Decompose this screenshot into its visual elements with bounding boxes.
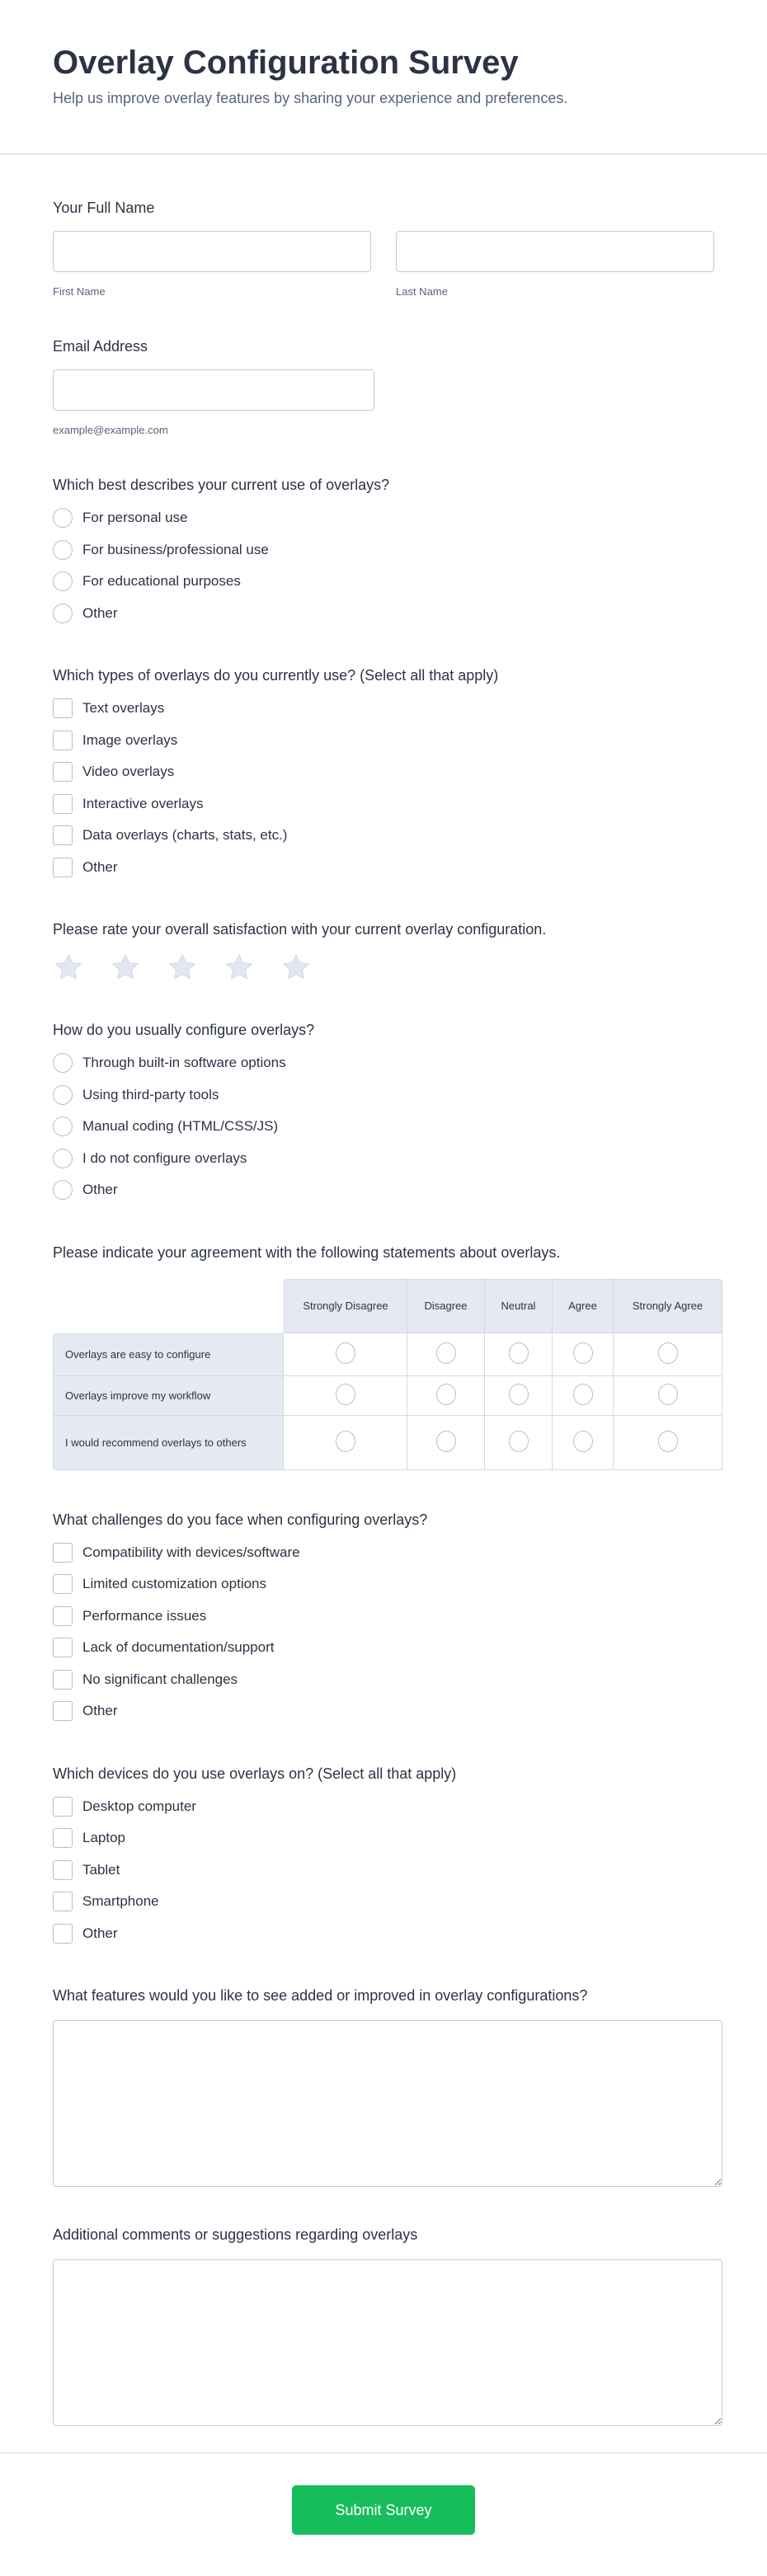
types-question: [53, 665, 714, 883]
comments-label: Additional comments or suggestions regarding overlays: [53, 2226, 418, 2243]
challenges-label: What challenges do you face when configuring overlays?: [53, 1511, 428, 1528]
star-icon[interactable]: [110, 952, 141, 983]
last-name-sublabel: Last Name: [396, 285, 448, 298]
usage-options: [53, 502, 714, 629]
checkbox-option[interactable]: [53, 1601, 714, 1633]
last-name-input[interactable]: [396, 231, 714, 272]
matrix-column-header: Strongly Agree: [614, 1279, 722, 1333]
radio-button[interactable]: [53, 604, 73, 623]
option-label: Data overlays (charts, stats, etc.): [82, 827, 288, 844]
matrix-radio[interactable]: [658, 1384, 678, 1405]
checkbox-option[interactable]: [53, 1822, 714, 1854]
comments-textarea[interactable]: [53, 2259, 722, 2426]
devices-options: [53, 1791, 714, 1950]
matrix-radio[interactable]: [573, 1342, 593, 1364]
matrix-radio[interactable]: [509, 1384, 529, 1405]
types-label: Which types of overlays do you currently use? (Select all that apply): [53, 667, 499, 684]
star-icon[interactable]: [280, 952, 312, 983]
checkbox-option[interactable]: [53, 1632, 714, 1664]
matrix-cell: [485, 1376, 553, 1416]
option-label: Interactive overlays: [82, 795, 204, 811]
checkbox[interactable]: [53, 825, 73, 845]
email-field: [53, 336, 714, 437]
checkbox-option[interactable]: [53, 1537, 714, 1569]
matrix-label: Please indicate your agreement with the following statements about overlays.: [53, 1243, 561, 1261]
configure-label: How do you usually configure overlays?: [53, 1022, 315, 1038]
configure-options: [53, 1047, 714, 1206]
matrix-radio[interactable]: [336, 1342, 355, 1364]
matrix-corner: [53, 1279, 284, 1333]
matrix-cell: [284, 1333, 407, 1376]
radio-option[interactable]: [53, 1143, 714, 1175]
agreement-matrix-question: [53, 1243, 714, 1470]
matrix-cell: [614, 1376, 722, 1416]
option-label: For educational purposes: [82, 573, 241, 590]
radio-button[interactable]: [53, 571, 73, 591]
matrix-cell: [407, 1333, 485, 1376]
matrix-row: [53, 1416, 722, 1470]
agreement-matrix: [53, 1279, 722, 1470]
first-name-input[interactable]: [53, 231, 371, 272]
matrix-cell: [407, 1416, 485, 1470]
checkbox[interactable]: [53, 731, 73, 750]
matrix-radio[interactable]: [336, 1431, 355, 1452]
matrix-radio[interactable]: [336, 1384, 355, 1405]
matrix-radio[interactable]: [509, 1431, 529, 1452]
radio-button[interactable]: [53, 1085, 73, 1105]
checkbox-option[interactable]: [53, 725, 714, 757]
matrix-radio[interactable]: [436, 1431, 456, 1452]
matrix-radio[interactable]: [436, 1384, 456, 1405]
option-label: Desktop computer: [82, 1798, 196, 1814]
option-label: Compatibility with devices/software: [82, 1544, 300, 1560]
features-question: [53, 1986, 714, 2187]
option-label: Image overlays: [82, 731, 178, 748]
challenges-options: [53, 1537, 714, 1728]
checkbox[interactable]: [53, 1860, 73, 1880]
checkbox[interactable]: [53, 762, 73, 782]
option-label: For personal use: [82, 510, 188, 526]
checkbox[interactable]: [53, 1924, 73, 1944]
matrix-cell: [614, 1416, 722, 1470]
features-textarea[interactable]: [53, 2020, 722, 2187]
matrix-column-header: Agree: [553, 1279, 614, 1333]
star-rating: [53, 952, 714, 983]
checkbox-option[interactable]: [53, 852, 714, 884]
matrix-radio[interactable]: [573, 1431, 593, 1452]
checkbox-option[interactable]: [53, 756, 714, 788]
checkbox[interactable]: [53, 1701, 73, 1721]
checkbox-option[interactable]: [53, 693, 714, 725]
star-icon[interactable]: [53, 952, 84, 983]
matrix-header-row: [53, 1279, 722, 1333]
configure-question: [53, 1020, 714, 1206]
radio-option[interactable]: [53, 566, 714, 598]
checkbox-option[interactable]: [53, 1568, 714, 1601]
matrix-cell: [553, 1376, 614, 1416]
option-label: For business/professional use: [82, 541, 269, 557]
radio-button[interactable]: [53, 508, 73, 528]
matrix-cell: [485, 1416, 553, 1470]
option-label: Other: [82, 1703, 118, 1719]
devices-question: [53, 1764, 714, 1950]
checkbox-option[interactable]: [53, 820, 714, 852]
form-footer: [0, 2454, 767, 2535]
option-label: Laptop: [82, 1830, 125, 1846]
checkbox[interactable]: [53, 1574, 73, 1594]
radio-button[interactable]: [53, 540, 73, 560]
usage-label: Which best describes your current use of overlays?: [53, 477, 390, 493]
submit-survey-button[interactable]: Submit Survey: [292, 2485, 475, 2535]
option-label: Lack of documentation/support: [82, 1639, 275, 1656]
checkbox[interactable]: [53, 1638, 73, 1657]
option-label: Using third-party tools: [82, 1086, 219, 1102]
matrix-radio[interactable]: [573, 1384, 593, 1405]
matrix-radio[interactable]: [436, 1342, 456, 1364]
checkbox-option[interactable]: [53, 1695, 714, 1728]
matrix-cell: [553, 1333, 614, 1376]
checkbox-option[interactable]: [53, 1886, 714, 1918]
radio-option[interactable]: [53, 502, 714, 534]
checkbox-option[interactable]: [53, 788, 714, 820]
option-label: No significant challenges: [82, 1671, 238, 1687]
option-label: Limited customization options: [82, 1576, 267, 1592]
option-label: Smartphone: [82, 1893, 159, 1910]
survey-form: [0, 155, 767, 2454]
option-label: Video overlays: [82, 764, 175, 780]
star-icon[interactable]: [167, 952, 198, 983]
checkbox[interactable]: [53, 1892, 73, 1911]
matrix-cell: [284, 1376, 407, 1416]
full-name-label: Your Full Name: [53, 200, 155, 216]
rating-label: Please rate your overall satisfaction with your current overlay configuration.: [53, 921, 547, 938]
checkbox[interactable]: [53, 794, 73, 814]
matrix-cell: [614, 1333, 722, 1376]
matrix-row-label: Overlays are easy to configure: [53, 1333, 284, 1376]
usage-question: [53, 475, 714, 629]
form-header: [0, 0, 767, 155]
radio-button[interactable]: [53, 1116, 73, 1136]
comments-question: [53, 2225, 714, 2426]
radio-option[interactable]: [53, 1079, 714, 1112]
checkbox[interactable]: [53, 858, 73, 877]
matrix-row-label: I would recommend overlays to others: [53, 1416, 284, 1470]
matrix-row: [53, 1376, 722, 1416]
matrix-cell: [407, 1376, 485, 1416]
option-label: Other: [82, 858, 118, 875]
matrix-cell: [553, 1416, 614, 1470]
radio-button[interactable]: [53, 1180, 73, 1200]
matrix-radio[interactable]: [658, 1342, 678, 1364]
matrix-cell: [284, 1416, 407, 1470]
types-options: [53, 693, 714, 883]
page-title: Overlay Configuration Survey: [53, 45, 519, 81]
checkbox[interactable]: [53, 1828, 73, 1848]
option-label: Tablet: [82, 1861, 120, 1878]
checkbox[interactable]: [53, 1797, 73, 1817]
rating-question: [53, 919, 714, 983]
checkbox[interactable]: [53, 698, 73, 718]
email-input[interactable]: [53, 369, 374, 411]
first-name-sublabel: First Name: [53, 285, 106, 298]
option-label: Other: [82, 604, 118, 621]
checkbox-option[interactable]: [53, 1854, 714, 1887]
option-label: Other: [82, 1925, 118, 1941]
matrix-radio[interactable]: [658, 1431, 678, 1452]
full-name-field: [53, 198, 714, 298]
challenges-question: [53, 1510, 714, 1728]
checkbox[interactable]: [53, 1606, 73, 1626]
checkbox-option[interactable]: [53, 1918, 714, 1950]
matrix-row-label: Overlays improve my workflow: [53, 1376, 284, 1416]
features-label: What features would you like to see added or improved in overlay configurations?: [53, 1987, 588, 2004]
radio-option[interactable]: [53, 1174, 714, 1206]
option-label: Through built-in software options: [82, 1055, 286, 1071]
matrix-radio[interactable]: [509, 1342, 529, 1364]
checkbox-option[interactable]: [53, 1664, 714, 1696]
email-sublabel: example@example.com: [53, 424, 168, 436]
option-label: Text overlays: [82, 700, 165, 717]
devices-label: Which devices do you use overlays on? (Select all that apply): [53, 1765, 457, 1782]
radio-option[interactable]: [53, 1111, 714, 1143]
radio-option[interactable]: [53, 598, 714, 630]
page-subtitle: Help us improve overlay features by sharing your experience and preferences.: [53, 90, 568, 106]
radio-button[interactable]: [53, 1149, 73, 1168]
matrix-column-header: Disagree: [407, 1279, 485, 1333]
radio-button[interactable]: [53, 1053, 73, 1073]
email-label: Email Address: [53, 338, 148, 355]
radio-option[interactable]: [53, 1047, 714, 1079]
option-label: Other: [82, 1182, 118, 1198]
matrix-cell: [485, 1333, 553, 1376]
matrix-row: [53, 1333, 722, 1376]
option-label: I do not configure overlays: [82, 1149, 247, 1166]
checkbox[interactable]: [53, 1670, 73, 1690]
matrix-column-header: Neutral: [485, 1279, 553, 1333]
option-label: Performance issues: [82, 1607, 207, 1624]
checkbox[interactable]: [53, 1543, 73, 1563]
star-icon[interactable]: [224, 952, 255, 983]
matrix-column-header: Strongly Disagree: [284, 1279, 407, 1333]
option-label: Manual coding (HTML/CSS/JS): [82, 1118, 279, 1135]
radio-option[interactable]: [53, 534, 714, 566]
checkbox-option[interactable]: [53, 1791, 714, 1823]
